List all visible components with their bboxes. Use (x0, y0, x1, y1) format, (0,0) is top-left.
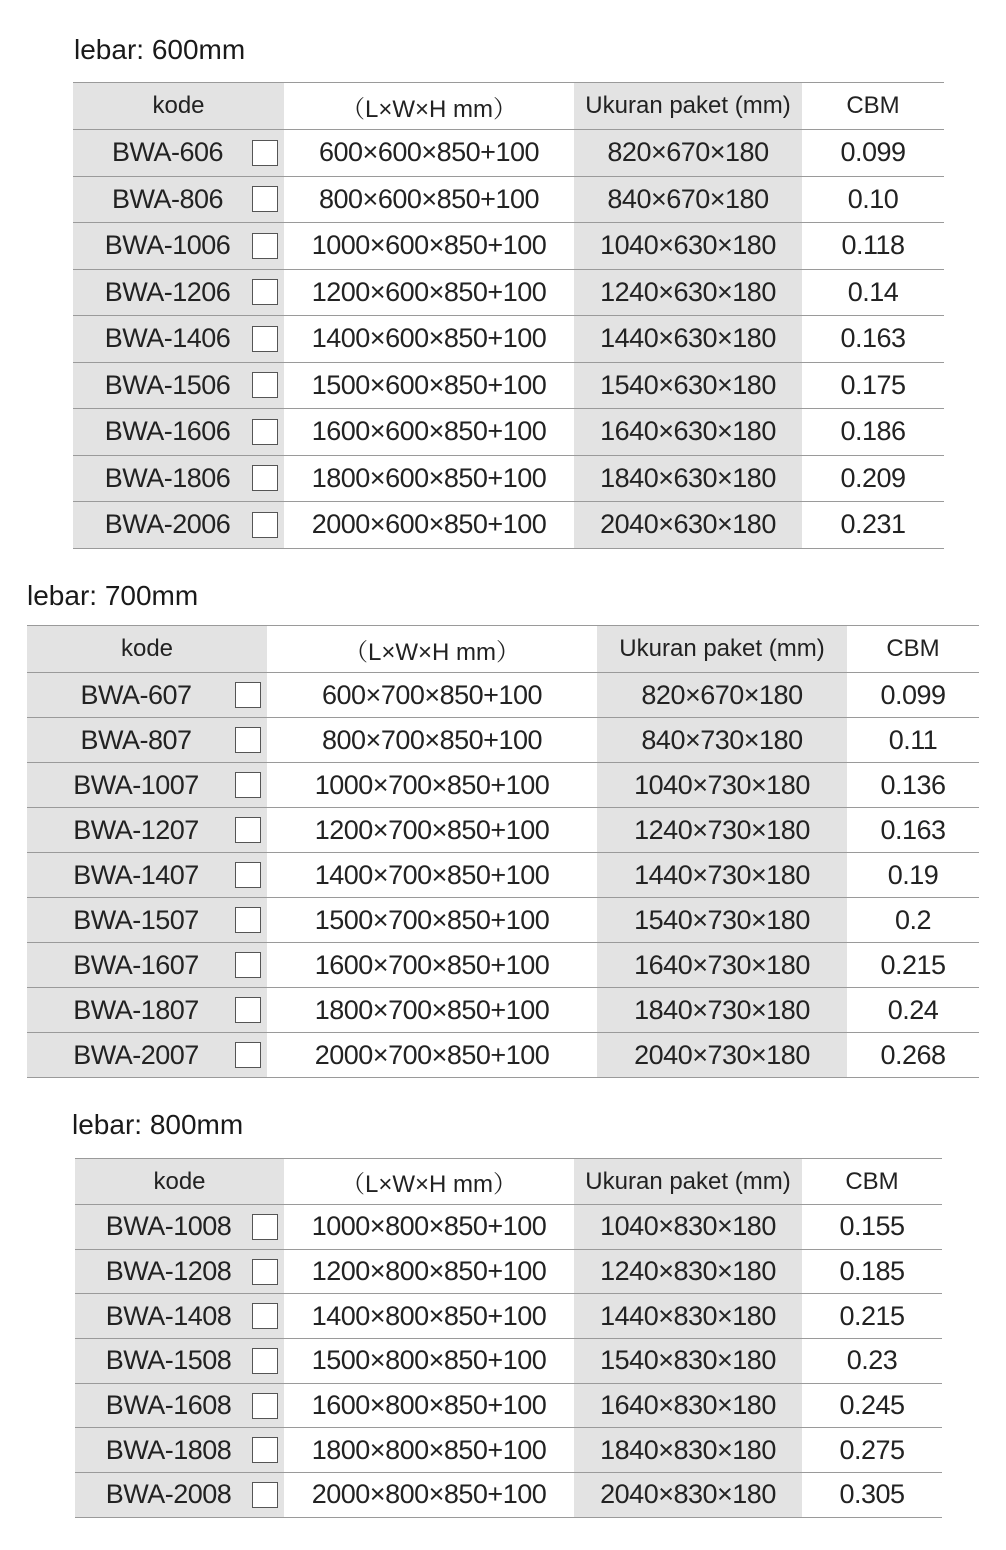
kode-cell (75, 1428, 284, 1473)
table-header-row (73, 83, 944, 130)
package-cell: 1840×630×180 (574, 455, 802, 502)
header-dimensions: （L×W×H mm） (284, 1159, 574, 1205)
table-row (27, 1033, 979, 1078)
package-cell: 1640×830×180 (574, 1383, 802, 1428)
package-cell: 1040×830×180 (574, 1205, 802, 1250)
kode-cell (73, 130, 284, 177)
package-cell: 1440×730×180 (597, 853, 847, 898)
header-package: Ukuran paket (mm) (574, 83, 802, 130)
cbm-cell: 0.305 (802, 1473, 942, 1518)
package-cell: 1540×730×180 (597, 898, 847, 943)
package-cell: 1540×830×180 (574, 1339, 802, 1384)
kode-value: BWA-607 (80, 679, 192, 710)
dimensions-cell: 1500×700×850+100 (267, 898, 597, 943)
cbm-cell: 0.24 (847, 988, 979, 1033)
package-cell: 1440×830×180 (574, 1294, 802, 1339)
dimensions-cell: 600×600×850+100 (284, 130, 574, 177)
table-row (75, 1339, 942, 1384)
dimensions-cell: 1800×800×850+100 (284, 1428, 574, 1473)
select-checkbox[interactable] (252, 1482, 278, 1508)
kode-value: BWA-2006 (104, 509, 231, 540)
kode-cell (75, 1383, 284, 1428)
kode-cell (73, 455, 284, 502)
header-kode: kode (75, 1159, 284, 1205)
dimensions-cell: 600×700×850+100 (267, 673, 597, 718)
package-cell: 820×670×180 (574, 130, 802, 177)
select-checkbox[interactable] (252, 512, 278, 538)
package-cell: 1540×630×180 (574, 362, 802, 409)
dimensions-cell: 1200×700×850+100 (267, 808, 597, 853)
kode-value: BWA-1808 (105, 1434, 232, 1465)
select-checkbox[interactable] (252, 1259, 278, 1285)
select-checkbox[interactable] (252, 186, 278, 212)
kode-value: BWA-2008 (105, 1479, 232, 1510)
cbm-cell: 0.175 (802, 362, 944, 409)
kode-cell (73, 409, 284, 456)
table-row (75, 1383, 942, 1428)
kode-value: BWA-2007 (73, 1039, 199, 1070)
cbm-cell: 0.186 (802, 409, 944, 456)
section-title: lebar: 600mm (74, 34, 246, 65)
table-row (73, 223, 944, 270)
dimensions-cell: 800×700×850+100 (267, 718, 597, 763)
select-checkbox[interactable] (252, 372, 278, 398)
cbm-cell: 0.136 (847, 763, 979, 808)
cbm-cell: 0.10 (802, 176, 944, 223)
dimensions-cell: 1800×700×850+100 (267, 988, 597, 1033)
package-cell: 1240×730×180 (597, 808, 847, 853)
kode-cell (73, 223, 284, 270)
dimensions-cell: 1200×600×850+100 (284, 269, 574, 316)
header-cbm: CBM (847, 626, 979, 673)
table-row (75, 1294, 942, 1339)
select-checkbox[interactable] (252, 1214, 278, 1240)
dimensions-cell: 1500×800×850+100 (284, 1339, 574, 1384)
header-cbm: CBM (802, 1159, 942, 1205)
select-checkbox[interactable] (235, 772, 261, 798)
select-checkbox[interactable] (252, 419, 278, 445)
cbm-cell: 0.275 (802, 1428, 942, 1473)
dimensions-cell: 1500×600×850+100 (284, 362, 574, 409)
spec-table-700 (27, 625, 979, 1078)
header-kode: kode (27, 626, 267, 673)
cbm-cell: 0.245 (802, 1383, 942, 1428)
kode-cell (27, 673, 267, 718)
cbm-cell: 0.231 (802, 502, 944, 549)
package-cell: 1640×630×180 (574, 409, 802, 456)
table-row (75, 1473, 942, 1518)
dimensions-cell: 800×600×850+100 (284, 176, 574, 223)
section-title: lebar: 800mm (72, 1109, 244, 1140)
dimensions-cell: 1400×800×850+100 (284, 1294, 574, 1339)
cbm-cell: 0.099 (802, 130, 944, 177)
header-kode: kode (73, 83, 284, 130)
select-checkbox[interactable] (235, 817, 261, 843)
kode-value: BWA-1208 (105, 1256, 232, 1287)
header-package: Ukuran paket (mm) (574, 1159, 802, 1205)
kode-cell (27, 1033, 267, 1078)
table-row (73, 269, 944, 316)
package-cell: 2040×830×180 (574, 1473, 802, 1518)
package-cell: 840×730×180 (597, 718, 847, 763)
package-cell: 1040×630×180 (574, 223, 802, 270)
cbm-cell: 0.209 (802, 455, 944, 502)
table-row (73, 502, 944, 549)
kode-cell (75, 1294, 284, 1339)
kode-value: BWA-1406 (104, 323, 231, 354)
cbm-cell: 0.118 (802, 223, 944, 270)
dimensions-cell: 1400×600×850+100 (284, 316, 574, 363)
kode-value: BWA-1008 (105, 1211, 232, 1242)
table-row (27, 898, 979, 943)
cbm-cell: 0.163 (802, 316, 944, 363)
select-checkbox[interactable] (235, 1042, 261, 1068)
select-checkbox[interactable] (252, 1437, 278, 1463)
kode-value: BWA-1507 (73, 904, 199, 935)
kode-cell (75, 1473, 284, 1518)
kode-cell (27, 853, 267, 898)
dimensions-cell: 2000×800×850+100 (284, 1473, 574, 1518)
kode-cell (73, 316, 284, 363)
kode-value: BWA-806 (111, 183, 224, 214)
select-checkbox[interactable] (252, 233, 278, 259)
dimensions-cell: 2000×700×850+100 (267, 1033, 597, 1078)
kode-cell (27, 943, 267, 988)
cbm-cell: 0.155 (802, 1205, 942, 1250)
kode-cell (73, 502, 284, 549)
table-row (73, 455, 944, 502)
cbm-cell: 0.163 (847, 808, 979, 853)
table-row (73, 362, 944, 409)
select-checkbox[interactable] (235, 862, 261, 888)
kode-value: BWA-1206 (104, 276, 231, 307)
table-row (73, 409, 944, 456)
kode-cell (27, 718, 267, 763)
kode-cell (27, 988, 267, 1033)
table-row (27, 763, 979, 808)
kode-value: BWA-807 (80, 724, 192, 755)
kode-value: BWA-1407 (73, 859, 199, 890)
select-checkbox[interactable] (252, 1348, 278, 1374)
kode-cell (73, 269, 284, 316)
table-row (27, 673, 979, 718)
package-cell: 1040×730×180 (597, 763, 847, 808)
select-checkbox[interactable] (235, 727, 261, 753)
header-dimensions: （L×W×H mm） (284, 83, 574, 130)
package-cell: 1640×730×180 (597, 943, 847, 988)
dimensions-cell: 1400×700×850+100 (267, 853, 597, 898)
package-cell: 1240×830×180 (574, 1249, 802, 1294)
cbm-cell: 0.215 (802, 1294, 942, 1339)
dimensions-cell: 1000×700×850+100 (267, 763, 597, 808)
header-dimensions: （L×W×H mm） (267, 626, 597, 673)
table-row (27, 853, 979, 898)
kode-value: BWA-1508 (105, 1345, 232, 1376)
dimensions-cell: 1000×800×850+100 (284, 1205, 574, 1250)
kode-value: BWA-1807 (73, 994, 199, 1025)
select-checkbox[interactable] (235, 952, 261, 978)
select-checkbox[interactable] (252, 140, 278, 166)
kode-cell (27, 898, 267, 943)
dimensions-cell: 1200×800×850+100 (284, 1249, 574, 1294)
kode-value: BWA-1506 (104, 369, 231, 400)
table-row (73, 316, 944, 363)
dimensions-cell: 1600×700×850+100 (267, 943, 597, 988)
cbm-cell: 0.268 (847, 1033, 979, 1078)
kode-cell (75, 1339, 284, 1384)
cbm-cell: 0.11 (847, 718, 979, 763)
kode-value: BWA-606 (111, 137, 224, 168)
kode-value: BWA-1007 (73, 769, 199, 800)
select-checkbox[interactable] (252, 326, 278, 352)
header-cbm: CBM (802, 83, 944, 130)
table-row (73, 130, 944, 177)
select-checkbox[interactable] (252, 1393, 278, 1419)
kode-value: BWA-1207 (73, 814, 199, 845)
spec-table-600 (73, 82, 944, 549)
kode-value: BWA-1607 (73, 949, 199, 980)
cbm-cell: 0.19 (847, 853, 979, 898)
table-row (27, 943, 979, 988)
package-cell: 840×670×180 (574, 176, 802, 223)
kode-cell (75, 1205, 284, 1250)
table-row (73, 176, 944, 223)
cbm-cell: 0.23 (802, 1339, 942, 1384)
select-checkbox[interactable] (235, 997, 261, 1023)
spec-table-800 (75, 1158, 942, 1518)
select-checkbox[interactable] (235, 907, 261, 933)
kode-value: BWA-1608 (105, 1390, 232, 1421)
dimensions-cell: 1600×800×850+100 (284, 1383, 574, 1428)
kode-cell (27, 763, 267, 808)
cbm-cell: 0.185 (802, 1249, 942, 1294)
select-checkbox[interactable] (252, 279, 278, 305)
table-row (27, 988, 979, 1033)
kode-value: BWA-1006 (104, 230, 231, 261)
cbm-cell: 0.14 (802, 269, 944, 316)
dimensions-cell: 1800×600×850+100 (284, 455, 574, 502)
section-title: lebar: 700mm (27, 580, 199, 611)
kode-cell (73, 362, 284, 409)
dimensions-cell: 1000×600×850+100 (284, 223, 574, 270)
package-cell: 1840×830×180 (574, 1428, 802, 1473)
kode-cell (75, 1249, 284, 1294)
table-row (75, 1205, 942, 1250)
package-cell: 820×670×180 (597, 673, 847, 718)
table-header-row (27, 626, 979, 673)
dimensions-cell: 2000×600×850+100 (284, 502, 574, 549)
package-cell: 2040×630×180 (574, 502, 802, 549)
kode-value: BWA-1408 (105, 1300, 232, 1331)
package-cell: 2040×730×180 (597, 1033, 847, 1078)
table-row (75, 1249, 942, 1294)
dimensions-cell: 1600×600×850+100 (284, 409, 574, 456)
package-cell: 1440×630×180 (574, 316, 802, 363)
package-cell: 1240×630×180 (574, 269, 802, 316)
kode-cell (27, 808, 267, 853)
table-header-row (75, 1159, 942, 1205)
select-checkbox[interactable] (252, 465, 278, 491)
kode-value: BWA-1606 (104, 416, 231, 447)
cbm-cell: 0.2 (847, 898, 979, 943)
table-row (27, 808, 979, 853)
table-row (27, 718, 979, 763)
cbm-cell: 0.215 (847, 943, 979, 988)
cbm-cell: 0.099 (847, 673, 979, 718)
select-checkbox[interactable] (252, 1303, 278, 1329)
select-checkbox[interactable] (235, 682, 261, 708)
table-row (75, 1428, 942, 1473)
kode-cell (73, 176, 284, 223)
kode-value: BWA-1806 (104, 462, 231, 493)
header-package: Ukuran paket (mm) (597, 626, 847, 673)
package-cell: 1840×730×180 (597, 988, 847, 1033)
